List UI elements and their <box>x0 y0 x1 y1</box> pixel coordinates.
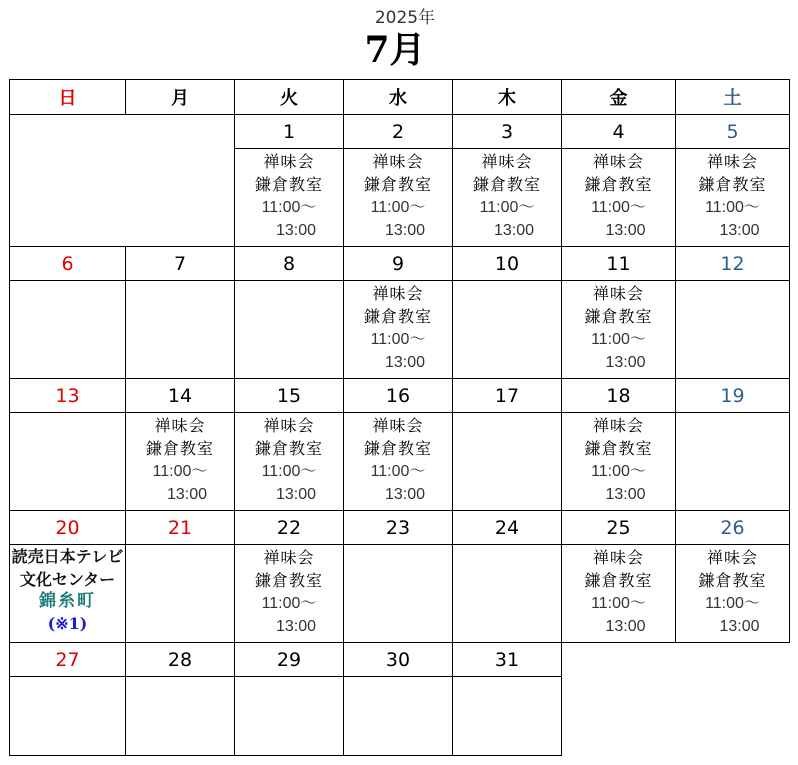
weekday-sun: 日 <box>10 80 126 115</box>
event-end-time: 13:00 <box>719 222 760 239</box>
event-end-time: 13:00 <box>605 354 646 371</box>
event-end-time: 13:00 <box>384 222 426 239</box>
event-place: 鎌倉教室 <box>254 439 323 458</box>
event-end-time: 13:00 <box>605 618 646 635</box>
date-cell: 29 <box>235 643 344 677</box>
date-cell: 26 <box>676 511 790 545</box>
event-start-time: 11:00〜 <box>261 595 317 612</box>
date-cell: 20 <box>10 511 126 545</box>
date-cell: 15 <box>235 379 344 413</box>
event-start-time: 11:00〜 <box>370 199 426 216</box>
event-start-time: 11:00〜 <box>261 199 317 216</box>
event-place: 鎌倉教室 <box>145 439 214 458</box>
date-cell: 4 <box>562 115 676 149</box>
event-cell <box>344 149 453 247</box>
event-cell <box>453 149 562 247</box>
event-place: 鎌倉教室 <box>698 571 767 590</box>
weekday-wed: 水 <box>344 80 453 115</box>
event-start-time: 11:00〜 <box>479 199 535 216</box>
date-cell: 8 <box>235 247 344 281</box>
date-cell: 28 <box>126 643 235 677</box>
event-end-time: 13:00 <box>605 486 646 503</box>
event-place: 鎌倉教室 <box>584 307 653 326</box>
event-end-time: 13:00 <box>384 486 426 503</box>
event-cell <box>344 413 453 511</box>
event-start-time: 11:00〜 <box>591 595 646 612</box>
event-cell <box>676 149 790 247</box>
event-place: 鎌倉教室 <box>584 175 653 194</box>
date-cell: 9 <box>344 247 453 281</box>
date-cell: 13 <box>10 379 126 413</box>
date-cell: 31 <box>453 643 562 677</box>
date-row <box>10 511 790 545</box>
date-row <box>10 643 790 677</box>
event-row <box>10 545 790 643</box>
date-cell: 30 <box>344 643 453 677</box>
weekday-thu: 木 <box>453 80 562 115</box>
event-end-time: 13:00 <box>166 486 208 503</box>
event-cell <box>676 413 790 511</box>
event-name: 禅味会 <box>592 548 644 567</box>
event-name: 禅味会 <box>372 416 424 435</box>
month-title: 7月 <box>364 29 426 71</box>
event-name: 禅味会 <box>263 416 315 435</box>
event-start-time: 11:00〜 <box>591 199 646 216</box>
event-cell <box>126 281 235 379</box>
event-cell <box>453 281 562 379</box>
date-cell: 22 <box>235 511 344 545</box>
date-cell: 14 <box>126 379 235 413</box>
event-cell <box>10 413 126 511</box>
calendar-grid <box>9 79 790 756</box>
event-cell <box>676 281 790 379</box>
empty-cell <box>10 115 235 247</box>
event-end-time: 13:00 <box>275 618 317 635</box>
date-cell: 25 <box>562 511 676 545</box>
event-start-time: 11:00〜 <box>591 331 646 348</box>
event-cell <box>562 545 676 643</box>
event-place: 鎌倉教室 <box>254 571 323 590</box>
event-cell <box>126 545 235 643</box>
event-name: 禅味会 <box>372 152 424 171</box>
date-cell: 27 <box>10 643 126 677</box>
event-cell <box>562 413 676 511</box>
event-place: 鎌倉教室 <box>584 439 653 458</box>
empty-cell <box>562 643 790 756</box>
event-start-time: 11:00〜 <box>261 463 317 480</box>
event-name: 禅味会 <box>372 284 424 303</box>
special-venue-line1: 読売日本テレビ <box>11 547 124 566</box>
special-location: 錦糸町 <box>39 591 96 611</box>
event-row <box>10 413 790 511</box>
date-cell: 24 <box>453 511 562 545</box>
event-place: 鎌倉教室 <box>472 175 541 194</box>
event-cell <box>126 413 235 511</box>
event-end-time: 13:00 <box>275 486 317 503</box>
event-cell <box>126 677 235 756</box>
event-cell <box>235 149 344 247</box>
date-cell: 17 <box>453 379 562 413</box>
event-cell <box>562 149 676 247</box>
event-cell <box>562 281 676 379</box>
event-cell <box>344 677 453 756</box>
date-cell: 5 <box>676 115 790 149</box>
weekday-header-row <box>10 80 790 115</box>
date-cell: 10 <box>453 247 562 281</box>
event-name: 禅味会 <box>592 416 644 435</box>
date-cell: 11 <box>562 247 676 281</box>
event-start-time: 11:00〜 <box>370 331 426 348</box>
event-cell <box>676 545 790 643</box>
event-cell <box>235 545 344 643</box>
date-cell: 7 <box>126 247 235 281</box>
event-name: 禅味会 <box>263 152 315 171</box>
event-cell <box>10 677 126 756</box>
event-cell <box>344 545 453 643</box>
date-cell: 19 <box>676 379 790 413</box>
event-start-time: 11:00〜 <box>152 463 208 480</box>
event-cell <box>344 281 453 379</box>
date-row <box>10 115 790 149</box>
event-end-time: 13:00 <box>605 222 646 239</box>
date-cell: 16 <box>344 379 453 413</box>
special-event-cell <box>10 545 126 643</box>
year-label: 2025年 <box>374 8 436 28</box>
event-cell <box>10 281 126 379</box>
event-name: 禅味会 <box>263 548 315 567</box>
date-row <box>10 247 790 281</box>
event-start-time: 11:00〜 <box>705 199 760 216</box>
weekday-sat: 土 <box>676 80 790 115</box>
date-cell: 21 <box>126 511 235 545</box>
event-place: 鎌倉教室 <box>584 571 653 590</box>
weekday-fri: 金 <box>562 80 676 115</box>
event-name: 禅味会 <box>592 284 644 303</box>
weekday-mon: 月 <box>126 80 235 115</box>
event-cell <box>235 281 344 379</box>
event-cell <box>235 413 344 511</box>
date-row <box>10 379 790 413</box>
date-cell: 12 <box>676 247 790 281</box>
event-row <box>10 281 790 379</box>
date-cell: 2 <box>344 115 453 149</box>
weekday-tue: 火 <box>235 80 344 115</box>
event-start-time: 11:00〜 <box>370 463 426 480</box>
special-venue-line2: 文化センター <box>19 570 116 589</box>
event-name: 禅味会 <box>154 416 206 435</box>
event-name: 禅味会 <box>706 548 758 567</box>
event-end-time: 13:00 <box>275 222 317 239</box>
event-end-time: 13:00 <box>719 618 760 635</box>
date-cell: 1 <box>235 115 344 149</box>
event-name: 禅味会 <box>706 152 758 171</box>
event-cell <box>235 677 344 756</box>
date-cell: 3 <box>453 115 562 149</box>
event-start-time: 11:00〜 <box>591 463 646 480</box>
event-name: 禅味会 <box>592 152 644 171</box>
event-place: 鎌倉教室 <box>698 175 767 194</box>
date-cell: 18 <box>562 379 676 413</box>
event-name: 禅味会 <box>481 152 533 171</box>
event-cell <box>453 677 562 756</box>
event-place: 鎌倉教室 <box>363 439 432 458</box>
event-cell <box>453 545 562 643</box>
event-end-time: 13:00 <box>493 222 535 239</box>
event-cell <box>453 413 562 511</box>
event-place: 鎌倉教室 <box>254 175 323 194</box>
date-cell: 6 <box>10 247 126 281</box>
event-place: 鎌倉教室 <box>363 307 432 326</box>
event-place: 鎌倉教室 <box>363 175 432 194</box>
special-note: (※1) <box>47 614 88 633</box>
event-start-time: 11:00〜 <box>705 595 760 612</box>
date-cell: 23 <box>344 511 453 545</box>
event-end-time: 13:00 <box>384 354 426 371</box>
